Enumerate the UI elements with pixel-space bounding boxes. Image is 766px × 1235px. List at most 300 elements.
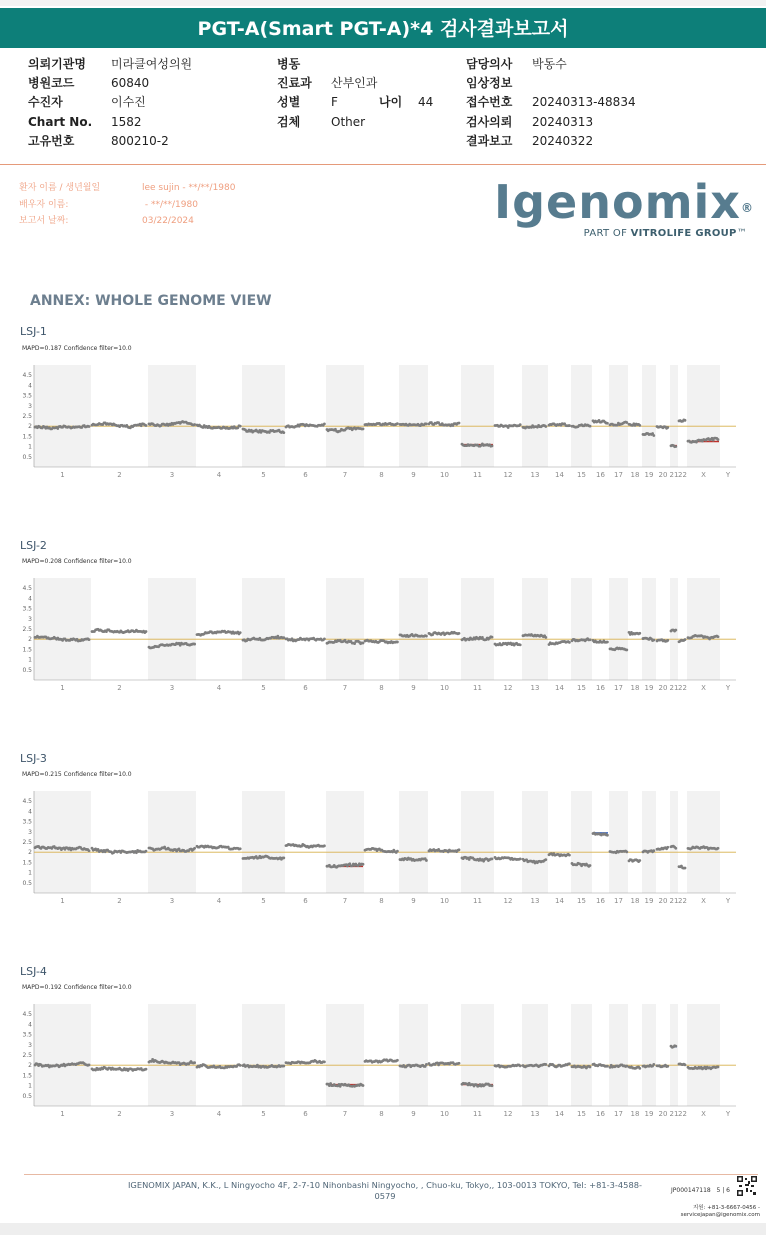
patient-name-label: 환자 이름 / 생년월일 xyxy=(19,183,101,193)
segment-6 xyxy=(285,422,326,428)
segment-14 xyxy=(548,640,571,646)
chart-subtitle: MAPD=0.192 Confidence filter=10.0 xyxy=(22,984,132,991)
copy-number-point xyxy=(239,847,242,850)
chart-4-sample-label: LSJ-4 xyxy=(20,965,47,978)
chromosome-band xyxy=(642,578,656,680)
y-tick-label: 2 xyxy=(28,1062,32,1070)
copy-number-point xyxy=(674,847,677,850)
label-department: 진료과 xyxy=(277,76,312,91)
chromosome-band xyxy=(34,1004,91,1106)
chromosome-label: 12 xyxy=(503,684,513,692)
chromosome-label: 16 xyxy=(596,897,605,905)
copy-number-point xyxy=(625,421,628,424)
copy-number-point xyxy=(519,423,522,426)
logo-tag-prefix: PART OF xyxy=(583,228,631,239)
copy-number-point xyxy=(193,643,196,646)
segment-2 xyxy=(91,847,148,855)
chromosome-band xyxy=(326,365,364,467)
value-institution: 미라클여성의원 xyxy=(111,57,193,71)
chromosome-band xyxy=(609,578,628,680)
value-result-report: 20240322 xyxy=(532,133,594,148)
copy-number-point xyxy=(362,863,365,866)
copy-number-point xyxy=(684,1063,687,1066)
footer-address: IGENOMIX JAPAN, K.K., L Ningyocho 4F, 2-7-10 Nihonbashi Ningyocho, , Chuo-ku, Tokyo,, 103-0013 TOKYO, Tel: +81-3-4588-0579 xyxy=(127,1180,643,1201)
chromosome-band xyxy=(687,578,720,680)
annex-title: ANNEX: WHOLE GENOME VIEW xyxy=(30,293,272,309)
value-hospital-code: 60840 xyxy=(111,76,150,91)
copy-number-point xyxy=(425,1063,428,1066)
chart-3-sample-label: LSJ-3 xyxy=(20,752,47,765)
copy-number-point xyxy=(589,638,592,641)
copy-number-point xyxy=(638,632,641,635)
copy-number-point xyxy=(425,423,428,426)
y-tick-label: 2.5 xyxy=(22,839,32,846)
chromosome-band xyxy=(670,791,678,893)
chromosome-label: 15 xyxy=(577,471,586,479)
chromosome-band xyxy=(461,791,494,893)
y-tick-label: 2 xyxy=(28,636,32,644)
chromosome-label: 8 xyxy=(379,1110,384,1118)
label-sex: 성별 xyxy=(277,95,301,110)
y-tick-label: 3 xyxy=(28,1041,32,1049)
footer-doc-code: JP000147118 xyxy=(671,1187,711,1194)
copy-number-point xyxy=(239,1064,242,1067)
copy-number-point xyxy=(239,631,242,634)
copy-number-point xyxy=(544,1063,547,1066)
copy-number-point xyxy=(519,1064,522,1067)
chromosome-label: 14 xyxy=(555,471,564,479)
logo-tag-tm: ™ xyxy=(736,228,747,239)
chromosome-label: 10 xyxy=(440,471,449,479)
chromosome-label: 4 xyxy=(216,684,222,692)
chromosome-band xyxy=(642,365,656,467)
chromosome-label: 16 xyxy=(596,684,605,692)
value-chart-no: 1582 xyxy=(111,114,142,129)
chromosome-band xyxy=(522,1004,548,1106)
chart-subtitle: MAPD=0.215 Confidence filter=10.0 xyxy=(22,771,132,778)
copy-number-point xyxy=(544,858,547,861)
chromosome-label: 9 xyxy=(411,684,416,692)
chromosome-label: 2 xyxy=(117,1110,122,1118)
chromosome-label: 5 xyxy=(261,1110,266,1118)
y-tick-label: 4.5 xyxy=(22,585,32,593)
chromosome-label: 16 xyxy=(596,1110,605,1118)
copy-number-point xyxy=(396,1059,399,1062)
segment-8 xyxy=(364,1058,399,1063)
copy-number-point xyxy=(519,643,522,646)
segment-4 xyxy=(196,424,242,430)
copy-number-point xyxy=(88,1064,91,1067)
label-test-request: 검사의뢰 xyxy=(466,114,513,129)
y-tick-label: 1 xyxy=(28,1082,32,1090)
chart-2-sample-label: LSJ-2 xyxy=(20,539,47,552)
chromosome-band xyxy=(687,1004,720,1106)
segment-6 xyxy=(285,1059,326,1065)
chromosome-label: 20 xyxy=(658,684,668,692)
y-tick-label: 3 xyxy=(28,615,32,623)
segment-22 xyxy=(678,1062,687,1066)
chromosome-label: 7 xyxy=(342,684,348,692)
chromosome-label: 13 xyxy=(530,1110,540,1118)
chromosome-label: 11 xyxy=(473,897,482,905)
segment-18 xyxy=(628,858,642,863)
copy-number-point xyxy=(491,858,494,861)
genome-chart-lsj-4 xyxy=(20,980,744,1130)
chromosome-band xyxy=(399,791,428,893)
report-date-label: 보고서 날짜: xyxy=(19,216,69,226)
y-tick-label: 1 xyxy=(28,656,32,664)
chromosome-band xyxy=(461,365,494,467)
chromosome-label: 12 xyxy=(503,471,513,479)
y-tick-label: 1.5 xyxy=(22,1072,32,1080)
chromosome-label: 17 xyxy=(614,897,623,905)
chromosome-band xyxy=(687,791,720,893)
segment-20 xyxy=(656,1064,670,1068)
copy-number-point xyxy=(145,1068,148,1071)
chromosome-label: 7 xyxy=(342,897,348,905)
chromosome-label: 22 xyxy=(678,1110,687,1118)
chromosome-band xyxy=(242,578,285,680)
y-tick-label: 4 xyxy=(28,1021,32,1029)
segment-4 xyxy=(196,630,242,637)
copy-number-point xyxy=(425,635,428,638)
chromosome-label: 14 xyxy=(555,1110,564,1118)
segment-10 xyxy=(428,1061,461,1066)
copy-number-point xyxy=(674,629,677,632)
copy-number-point xyxy=(568,641,571,644)
chromosome-label: 9 xyxy=(411,1110,416,1118)
segment-8 xyxy=(364,847,399,854)
label-hospital-code: 병원코드 xyxy=(28,76,75,91)
chromosome-band xyxy=(242,791,285,893)
copy-number-point xyxy=(674,1045,677,1048)
chromosome-label: 8 xyxy=(379,471,384,479)
segment-2 xyxy=(91,1066,148,1072)
chromosome-label: 1 xyxy=(60,897,65,905)
y-tick-label: 2 xyxy=(28,849,32,857)
y-tick-label: 2.5 xyxy=(22,413,32,420)
copy-number-point xyxy=(88,849,91,852)
copy-number-point xyxy=(638,859,641,862)
chromosome-label: 3 xyxy=(169,897,175,905)
segment-12 xyxy=(494,423,522,429)
copy-number-point xyxy=(519,858,522,861)
chromosome-label: 17 xyxy=(614,471,623,479)
chromosome-band xyxy=(461,578,494,680)
copy-number-point xyxy=(362,1084,365,1087)
chromosome-label: 19 xyxy=(644,684,654,692)
copy-number-point xyxy=(193,847,196,850)
chromosome-band xyxy=(522,365,548,467)
chromosome-band xyxy=(609,791,628,893)
segment-2 xyxy=(91,422,148,430)
copy-number-point xyxy=(684,638,687,641)
chromosome-band xyxy=(522,578,548,680)
chromosome-label: 6 xyxy=(303,684,308,692)
chromosome-label: 7 xyxy=(342,471,348,479)
value-patient: 이수진 xyxy=(111,95,146,110)
copy-number-point xyxy=(396,850,399,853)
chromosome-label: X xyxy=(701,684,706,692)
y-tick-label: 1.5 xyxy=(22,859,32,867)
copy-number-point xyxy=(282,857,285,860)
chromosome-label: 3 xyxy=(169,1110,175,1118)
chromosome-label: 12 xyxy=(503,1110,513,1118)
copy-number-point xyxy=(544,425,547,428)
chromosome-label: 22 xyxy=(678,471,687,479)
logo-word: Igenomix xyxy=(494,175,741,229)
chromosome-label: X xyxy=(701,471,706,479)
y-tick-label: 1.5 xyxy=(22,646,32,654)
footer-email[interactable]: servicejapan@igenomix.com xyxy=(680,1212,760,1218)
chromosome-band xyxy=(571,1004,592,1106)
chromosome-band xyxy=(326,1004,364,1106)
chromosome-label: 7 xyxy=(342,1110,348,1118)
copy-number-point xyxy=(625,850,628,853)
logo-tag-brand: VITROLIFE GROUP xyxy=(630,228,737,239)
segment-20 xyxy=(656,846,670,851)
copy-number-point xyxy=(491,444,494,447)
chromosome-band xyxy=(522,791,548,893)
label-chart-no: Chart No. xyxy=(28,114,93,129)
copy-number-point xyxy=(666,846,669,849)
y-tick-label: 0.5 xyxy=(22,1092,32,1100)
copy-number-point xyxy=(652,849,655,852)
segment-14 xyxy=(548,852,571,857)
copy-number-point xyxy=(458,422,461,425)
copy-number-point xyxy=(88,425,91,428)
chromosome-band xyxy=(399,365,428,467)
value-specimen: Other xyxy=(331,114,366,129)
chromosome-label: 9 xyxy=(411,897,416,905)
chromosome-band xyxy=(148,1004,196,1106)
top-border xyxy=(0,0,766,6)
copy-number-point xyxy=(717,1065,720,1068)
chromosome-label: 6 xyxy=(303,897,308,905)
chromosome-label: 18 xyxy=(630,471,640,479)
segment-4 xyxy=(196,1063,242,1069)
copy-number-point xyxy=(396,422,399,425)
chromosome-band xyxy=(642,1004,656,1106)
chromosome-label: 6 xyxy=(303,471,308,479)
segment-14 xyxy=(548,1062,571,1068)
copy-number-point xyxy=(717,635,720,638)
chromosome-band xyxy=(571,365,592,467)
chromosome-label: 10 xyxy=(440,897,449,905)
chromosome-label: 15 xyxy=(577,897,586,905)
chromosome-label: 5 xyxy=(261,471,266,479)
partner-name-value: - **/**/1980 xyxy=(142,199,198,210)
genome-chart-lsj-2 xyxy=(20,554,744,704)
chromosome-band xyxy=(34,791,91,893)
value-sex: F xyxy=(331,95,338,110)
chromosome-label: Y xyxy=(725,471,731,479)
label-age: 나이 xyxy=(379,95,403,110)
chromosome-label: 11 xyxy=(473,684,482,692)
y-tick-label: 4 xyxy=(28,595,32,603)
y-tick-label: 1 xyxy=(28,443,32,451)
copy-number-point xyxy=(717,847,720,850)
copy-number-point xyxy=(362,428,365,431)
chromosome-label: 8 xyxy=(379,897,384,905)
label-specimen: 검체 xyxy=(277,114,301,129)
genome-chart-lsj-1 xyxy=(20,341,744,491)
chromosome-label: 5 xyxy=(261,897,266,905)
chromosome-label: 4 xyxy=(216,897,222,905)
chromosome-label: 20 xyxy=(658,471,668,479)
chromosome-label: Y xyxy=(725,1110,731,1118)
bottom-band xyxy=(0,1223,766,1235)
segment-6 xyxy=(285,637,326,643)
segment-16 xyxy=(592,1063,609,1068)
label-unique-id: 고유번호 xyxy=(28,133,75,148)
copy-number-point xyxy=(589,864,592,867)
chromosome-label: 20 xyxy=(658,1110,668,1118)
chromosome-band xyxy=(399,578,428,680)
chromosome-label: 21 xyxy=(669,471,679,479)
y-tick-label: 3.5 xyxy=(22,1031,32,1039)
value-unique-id: 800210-2 xyxy=(111,133,169,148)
chromosome-label: 1 xyxy=(60,684,65,692)
chromosome-label: 22 xyxy=(678,684,687,692)
chromosome-label: 2 xyxy=(117,684,122,692)
segment-16 xyxy=(592,832,609,837)
value-test-request: 20240313 xyxy=(532,114,594,129)
chromosome-label: 9 xyxy=(411,471,416,479)
value-doctor: 박동수 xyxy=(532,57,567,71)
chromosome-label: 10 xyxy=(440,1110,449,1118)
label-result-report: 결과보고 xyxy=(466,133,513,148)
chromosome-label: 5 xyxy=(261,684,266,692)
chromosome-label: 2 xyxy=(117,897,122,905)
chromosome-label: 1 xyxy=(60,1110,65,1118)
chromosome-band xyxy=(242,1004,285,1106)
chromosome-label: 20 xyxy=(658,897,668,905)
segment-22 xyxy=(678,865,687,870)
copy-number-point xyxy=(684,419,687,422)
info-col-1 xyxy=(28,55,192,151)
y-tick-label: 4.5 xyxy=(22,798,32,806)
qr-code-icon xyxy=(737,1176,757,1196)
chromosome-label: 10 xyxy=(440,684,449,692)
copy-number-point xyxy=(458,848,461,851)
chromosome-band xyxy=(148,365,196,467)
footer-contact xyxy=(650,1205,760,1219)
copy-number-point xyxy=(396,641,399,644)
label-doctor: 담당의사 xyxy=(466,57,513,71)
segment-16 xyxy=(592,639,609,644)
chromosome-label: 18 xyxy=(630,897,640,905)
chromosome-label: 19 xyxy=(644,897,654,905)
chromosome-label: 18 xyxy=(630,1110,640,1118)
y-tick-label: 4 xyxy=(28,382,32,390)
segment-18 xyxy=(628,631,642,636)
partner-name-label: 배우자 이름: xyxy=(19,199,69,210)
label-patient: 수진자 xyxy=(28,95,63,110)
copy-number-point xyxy=(606,834,609,837)
chromosome-label: Y xyxy=(725,897,731,905)
chromosome-band xyxy=(571,791,592,893)
segment-2 xyxy=(91,628,148,634)
chromosome-label: 8 xyxy=(379,684,384,692)
copy-number-point xyxy=(145,630,148,633)
chromosome-label: 14 xyxy=(555,684,564,692)
chromosome-label: 21 xyxy=(669,897,679,905)
chromosome-label: 1 xyxy=(60,471,65,479)
chromosome-label: 14 xyxy=(555,897,564,905)
chromosome-label: 15 xyxy=(577,1110,586,1118)
chromosome-band xyxy=(34,578,91,680)
footer-phone: 지원: +81-3-6667-0456 - xyxy=(692,1205,760,1211)
copy-number-point xyxy=(589,425,592,428)
chromosome-band xyxy=(399,1004,428,1106)
copy-number-point xyxy=(323,844,326,847)
copy-number-point xyxy=(666,1065,669,1068)
copy-number-point xyxy=(193,423,196,426)
chromosome-band xyxy=(670,1004,678,1106)
y-tick-label: 3.5 xyxy=(22,818,32,826)
copy-number-point xyxy=(425,859,428,862)
segment-12 xyxy=(494,856,522,861)
copy-number-point xyxy=(589,1066,592,1069)
chart-subtitle: MAPD=0.208 Confidence filter=10.0 xyxy=(22,558,132,565)
copy-number-point xyxy=(458,632,461,635)
y-tick-label: 1 xyxy=(28,869,32,877)
copy-number-point xyxy=(666,426,669,429)
y-tick-label: 2.5 xyxy=(22,1052,32,1059)
copy-number-point xyxy=(362,642,365,645)
chromosome-label: 22 xyxy=(678,897,687,905)
footer-divider xyxy=(24,1174,758,1175)
copy-number-point xyxy=(544,636,547,639)
chromosome-label: 19 xyxy=(644,471,654,479)
chromosome-label: 17 xyxy=(614,1110,623,1118)
segment-22 xyxy=(678,418,687,422)
copy-number-point xyxy=(282,431,285,434)
chromosome-label: 11 xyxy=(473,471,482,479)
y-tick-label: 3.5 xyxy=(22,605,32,613)
copy-number-point xyxy=(674,445,677,448)
copy-number-point xyxy=(323,422,326,425)
segment-16 xyxy=(592,419,609,425)
chart-1-sample-label: LSJ-1 xyxy=(20,325,47,338)
report-title: PGT-A(Smart PGT-A)*4 검사결과보고서 xyxy=(0,8,766,48)
footer-page: 5 | 6 xyxy=(716,1187,730,1194)
segment-10 xyxy=(428,631,461,637)
y-tick-label: 2.5 xyxy=(22,626,32,633)
label-clinical-info: 임상정보 xyxy=(466,76,513,91)
copy-number-point xyxy=(606,1065,609,1068)
copy-number-point xyxy=(717,438,720,441)
copy-number-point xyxy=(458,1062,461,1065)
copy-number-point xyxy=(239,425,242,428)
chromosome-band xyxy=(609,1004,628,1106)
chromosome-label: 3 xyxy=(169,471,175,479)
footer-code xyxy=(671,1187,730,1194)
y-tick-label: 4 xyxy=(28,808,32,816)
chromosome-label: 4 xyxy=(216,1110,222,1118)
copy-number-point xyxy=(606,641,609,644)
chromosome-label: 13 xyxy=(530,471,540,479)
chromosome-label: 16 xyxy=(596,471,605,479)
chromosome-band xyxy=(571,578,592,680)
y-tick-label: 0.5 xyxy=(22,666,32,674)
chromosome-label: 15 xyxy=(577,684,586,692)
copy-number-point xyxy=(323,638,326,641)
copy-number-point xyxy=(652,1063,655,1066)
y-tick-label: 4.5 xyxy=(22,372,32,380)
copy-number-point xyxy=(282,1065,285,1068)
